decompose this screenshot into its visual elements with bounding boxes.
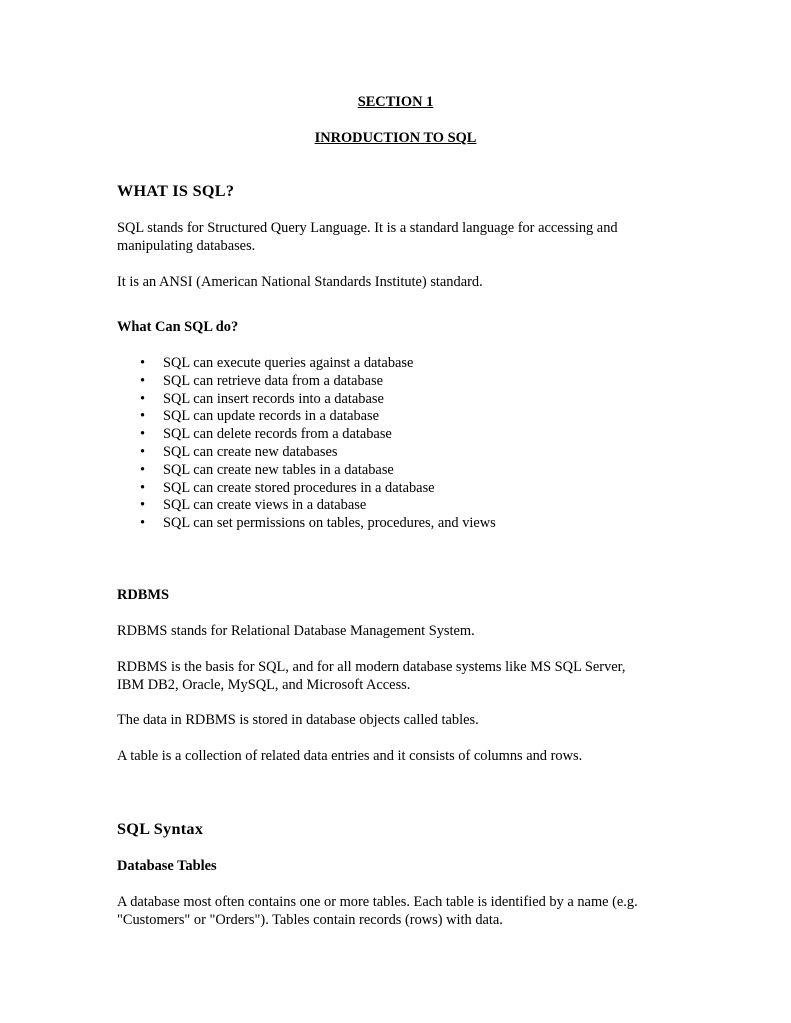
- bullet-icon: •: [140, 355, 146, 371]
- section-title: INRODUCTION TO SQL: [314, 130, 477, 146]
- what-is-sql-paragraph-1-line-2: manipulating databases.: [117, 238, 256, 254]
- list-item-text: SQL can delete records from a database: [163, 426, 392, 443]
- list-item: [140, 407, 496, 425]
- bullet-icon: •: [140, 479, 146, 496]
- bullet-icon: •: [140, 372, 146, 389]
- bullet-icon: •: [140, 408, 146, 425]
- bullet-icon: •: [140, 497, 146, 514]
- list-item: [140, 354, 496, 372]
- list-item: [140, 514, 496, 532]
- list-item-text: SQL can execute queries against a database: [163, 355, 414, 371]
- database-tables-paragraph-line-1: A database most often contains one or more tables. Each table is identified by a name (e.g.: [117, 894, 638, 910]
- list-item: [140, 496, 496, 514]
- bullet-icon: •: [140, 461, 146, 478]
- list-item: [140, 461, 496, 479]
- list-item: [140, 372, 496, 390]
- list-item-text: SQL can insert records into a database: [163, 390, 384, 407]
- bullet-icon: •: [140, 390, 146, 407]
- sql-capabilities-list: [140, 354, 496, 532]
- what-is-sql-heading: WHAT IS SQL?: [117, 182, 235, 200]
- list-item-text: SQL can retrieve data from a database: [163, 372, 384, 389]
- database-tables-subheading: Database Tables: [117, 858, 217, 874]
- rdbms-paragraph-4: A table is a collection of related data entries and it consists of columns and rows.: [117, 748, 583, 764]
- bullet-icon: •: [140, 426, 146, 443]
- rdbms-paragraph-2-line-2: IBM DB2, Oracle, MySQL, and Microsoft Access.: [117, 677, 411, 693]
- bullet-icon: •: [140, 515, 146, 532]
- list-item: [140, 425, 496, 443]
- list-item-text: SQL can create new databases: [163, 443, 338, 460]
- list-item: [140, 390, 496, 408]
- database-tables-paragraph-line-2: "Customers" or "Orders"). Tables contain records (rows) with data.: [117, 912, 503, 928]
- section-label: SECTION 1: [357, 94, 434, 110]
- rdbms-paragraph-1: RDBMS stands for Relational Database Management System.: [117, 623, 475, 639]
- list-item: [140, 479, 496, 497]
- rdbms-paragraph-2-line-1: RDBMS is the basis for SQL, and for all modern database systems like MS SQL Server,: [117, 659, 626, 675]
- list-item-text: SQL can update records in a database: [163, 408, 380, 425]
- list-item-text: SQL can create new tables in a database: [163, 461, 394, 478]
- rdbms-paragraph-3: The data in RDBMS is stored in database objects called tables.: [117, 712, 479, 728]
- list-item-text: SQL can create views in a database: [163, 497, 367, 514]
- what-can-sql-do-heading: What Can SQL do?: [117, 319, 239, 335]
- what-is-sql-paragraph-2: It is an ANSI (American National Standards Institute) standard.: [117, 274, 483, 290]
- rdbms-heading: RDBMS: [117, 587, 169, 603]
- list-item-text: SQL can set permissions on tables, procedures, and views: [163, 515, 496, 532]
- what-is-sql-paragraph-1-line-1: SQL stands for Structured Query Language. It is a standard language for accessing and: [117, 220, 618, 236]
- bullet-icon: •: [140, 443, 146, 460]
- list-item-text: SQL can create stored procedures in a database: [163, 479, 435, 496]
- list-item: [140, 443, 496, 461]
- sql-syntax-heading: SQL Syntax: [117, 820, 204, 838]
